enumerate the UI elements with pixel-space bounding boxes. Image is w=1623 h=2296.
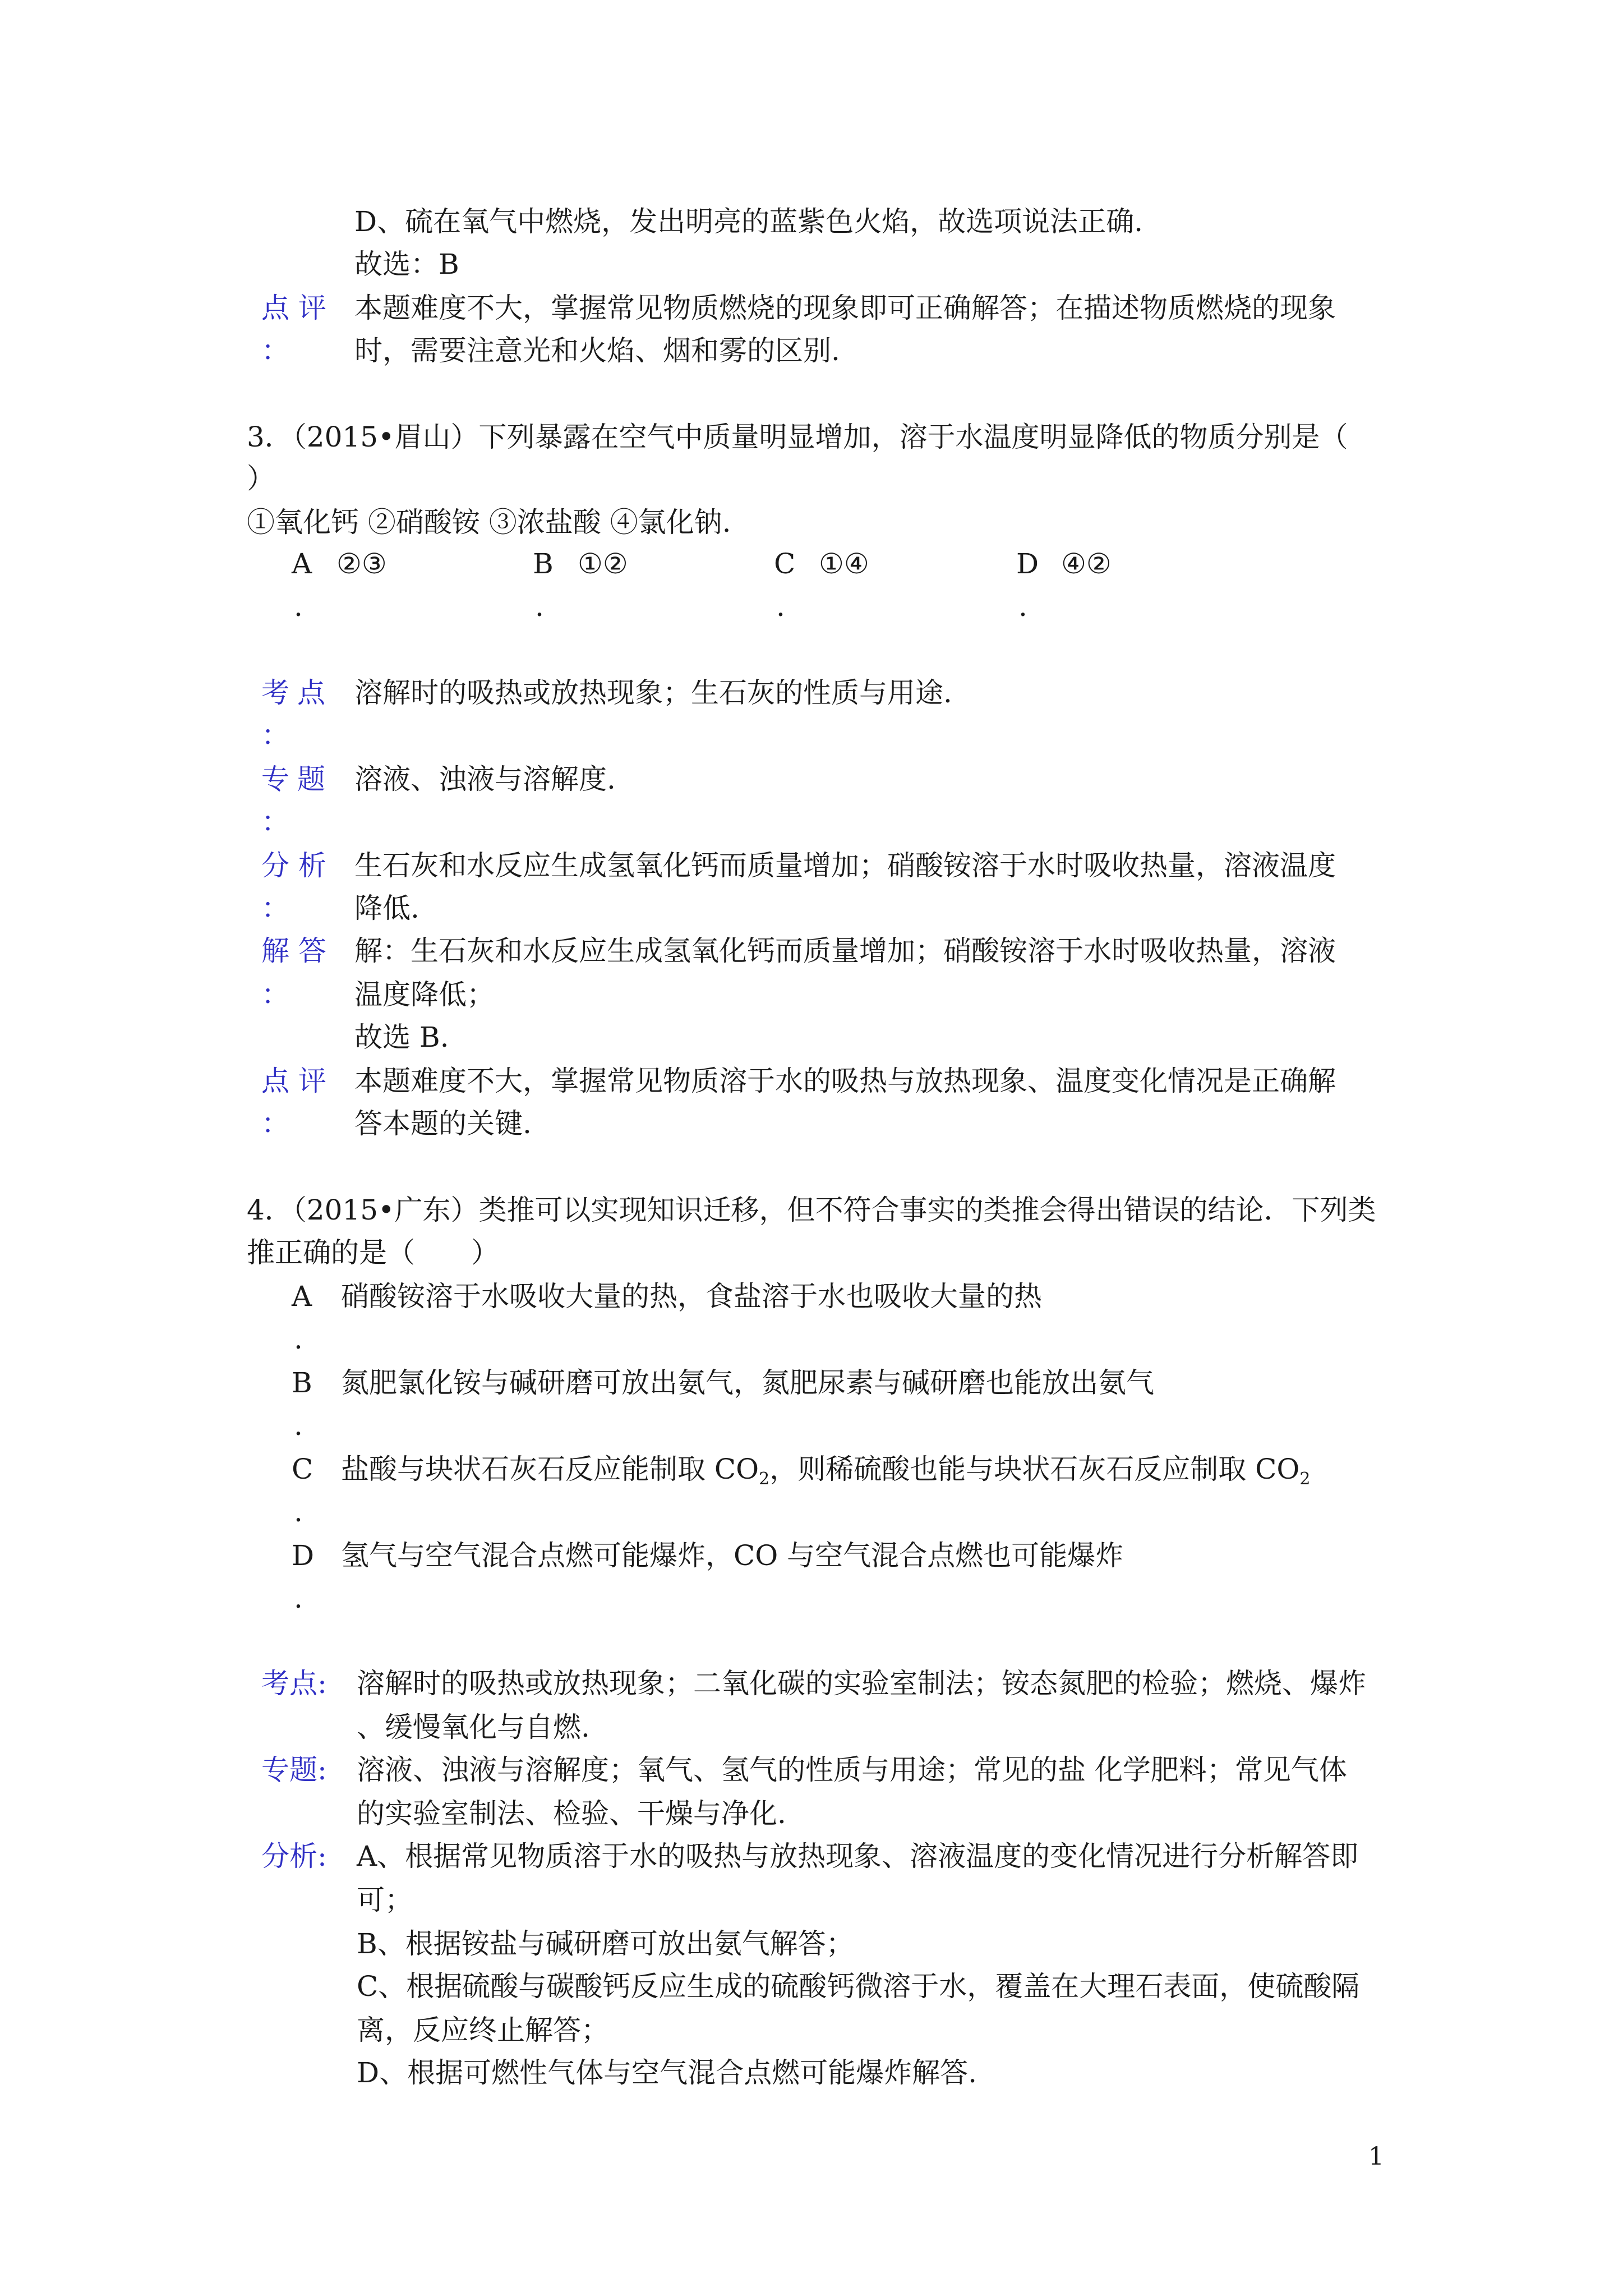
option-dot: .	[294, 590, 303, 623]
q2-comment-line-1: 本题难度不大，掌握常见物质燃烧的现象即可正确解答；在描述物质燃烧的现象	[354, 292, 1336, 324]
q3-kaodian-colon: ：	[261, 719, 289, 752]
q2-comment-line-2: 时，需要注意光和火焰、烟和雾的区别.	[354, 334, 840, 367]
q4-kaodian-line-1: 溶解时的吸热或放热现象；二氧化碳的实验室制法；铵态氮肥的检验；燃烧、爆炸	[357, 1667, 1366, 1700]
q3-dianping-colon: ：	[261, 1107, 289, 1140]
q3-jieda-line-1: 解：生石灰和水反应生成氢氧化钙而质量增加；硝酸铵溶于水时吸收热量，溶液	[354, 935, 1336, 967]
q4-fenxi-line-3: B、根据铵盐与碱研磨可放出氨气解答；	[357, 1927, 854, 1960]
q2-option-d-explanation: D、硫在氧气中燃烧，发出明亮的蓝紫色火焰，故选项说法正确.	[354, 205, 1143, 238]
q4-stem-line-2: 推正确的是（ ）	[247, 1236, 499, 1269]
option-letter: C	[774, 547, 796, 580]
q3-kaodian-label: 考点	[261, 677, 333, 709]
option-dot: .	[294, 1496, 303, 1528]
q4-zhuanti-label: 专题:	[261, 1754, 327, 1786]
q4-fenxi-line-4: C、根据硫酸与碳酸钙反应生成的硫酸钙微溶于水，覆盖在大理石表面，使硫酸隔	[357, 1970, 1360, 2003]
page-number: 1	[1368, 2142, 1384, 2171]
option-letter: C	[292, 1453, 313, 1485]
option-text: ①④	[819, 547, 869, 580]
option-text-part-1: 盐酸与块状石灰石反应能制取 CO	[341, 1453, 759, 1485]
option-dot: .	[1018, 590, 1027, 623]
q4-zhuanti-line-1: 溶液、浊液与溶解度；氧气、氢气的性质与用途；常见的盐 化学肥料；常见气体	[357, 1754, 1347, 1786]
q3-items: ①氧化钙 ②硝酸铵 ③浓盐酸 ④氯化钠.	[247, 506, 731, 539]
q2-answer: 故选：B	[354, 248, 459, 280]
option-text: 氮肥氯化铵与碱研磨可放出氨气，氮肥尿素与碱研磨也能放出氨气	[341, 1366, 1154, 1399]
option-dot: .	[294, 1323, 303, 1355]
option-dot: .	[535, 590, 544, 623]
q2-comment-label: 点 评	[261, 292, 326, 324]
q3-jieda-label: 解 答	[261, 935, 326, 967]
q3-kaodian-text: 溶解时的吸热或放热现象；生石灰的性质与用途.	[354, 677, 952, 709]
q4-fenxi-line-1: A、根据常见物质溶于水的吸热与放热现象、溶液温度的变化情况进行分析解答即	[357, 1840, 1359, 1872]
option-letter: B	[292, 1366, 312, 1399]
q3-dianping-line-2: 答本题的关键.	[354, 1107, 532, 1140]
option-letter: B	[533, 547, 554, 580]
q3-dianping-line-1: 本题难度不大，掌握常见物质溶于水的吸热与放热现象、温度变化情况是正确解	[354, 1065, 1336, 1097]
option-text: ②③	[336, 547, 387, 580]
q3-fenxi-colon: ：	[261, 892, 289, 924]
q4-zhuanti-line-2: 的实验室制法、检验、干燥与净化.	[357, 1797, 786, 1830]
q4-fenxi-label: 分析:	[261, 1840, 327, 1872]
option-dot: .	[294, 1409, 303, 1442]
option-letter: A	[292, 1280, 312, 1313]
q3-jieda-colon: ：	[261, 978, 289, 1011]
q3-dianping-label: 点 评	[261, 1065, 326, 1097]
option-text: ④②	[1061, 547, 1112, 580]
option-text: ①②	[578, 547, 628, 580]
q3-zhuanti-label: 专题	[261, 763, 333, 795]
q3-fenxi-label: 分 析	[261, 849, 326, 882]
q3-stem-line-1: 3．（2015•眉山）下列暴露在空气中质量明显增加，溶于水温度明显降低的物质分别是（	[247, 421, 1348, 453]
q3-jieda-line-2: 温度降低；	[354, 978, 495, 1011]
option-dot: .	[776, 590, 785, 623]
q3-fenxi-line-2: 降低.	[354, 892, 419, 924]
subscript: 2	[1299, 1469, 1311, 1489]
q3-jieda-line-3: 故选 B.	[354, 1021, 449, 1053]
q4-kaodian-line-2: 、缓慢氧化与自燃.	[357, 1711, 590, 1743]
subscript: 2	[759, 1469, 770, 1489]
option-text: 硝酸铵溶于水吸收大量的热，食盐溶于水也吸收大量的热	[341, 1280, 1042, 1313]
q3-zhuanti-colon: ：	[261, 806, 289, 838]
option-text	[341, 1447, 1311, 1491]
q3-fenxi-line-1: 生石灰和水反应生成氢氧化钙而质量增加；硝酸铵溶于水时吸收热量，溶液温度	[354, 849, 1336, 882]
q3-stem-line-2: ）	[247, 462, 275, 495]
option-text: 氢气与空气混合点燃可能爆炸，CO 与空气混合点燃也可能爆炸	[341, 1539, 1124, 1572]
q4-fenxi-line-5: 离，反应终止解答；	[357, 2014, 609, 2046]
q3-zhuanti-text: 溶液、浊液与溶解度.	[354, 763, 616, 795]
q4-fenxi-line-2: 可；	[357, 1884, 413, 1916]
q2-comment-colon: ：	[261, 334, 289, 367]
option-dot: .	[294, 1582, 303, 1614]
option-letter: A	[292, 547, 312, 580]
option-text-part-2: ，则稀硫酸也能与块状石灰石反应制取 CO	[769, 1453, 1300, 1485]
option-letter: D	[292, 1539, 315, 1572]
q4-kaodian-label: 考点:	[261, 1667, 327, 1700]
q4-stem-line-1: 4．（2015•广东）类推可以实现知识迁移，但不符合事实的类推会得出错误的结论．下列类	[247, 1194, 1376, 1226]
q4-fenxi-line-6: D、根据可燃性气体与空气混合点燃可能爆炸解答.	[357, 2056, 977, 2089]
option-letter: D	[1016, 547, 1039, 580]
